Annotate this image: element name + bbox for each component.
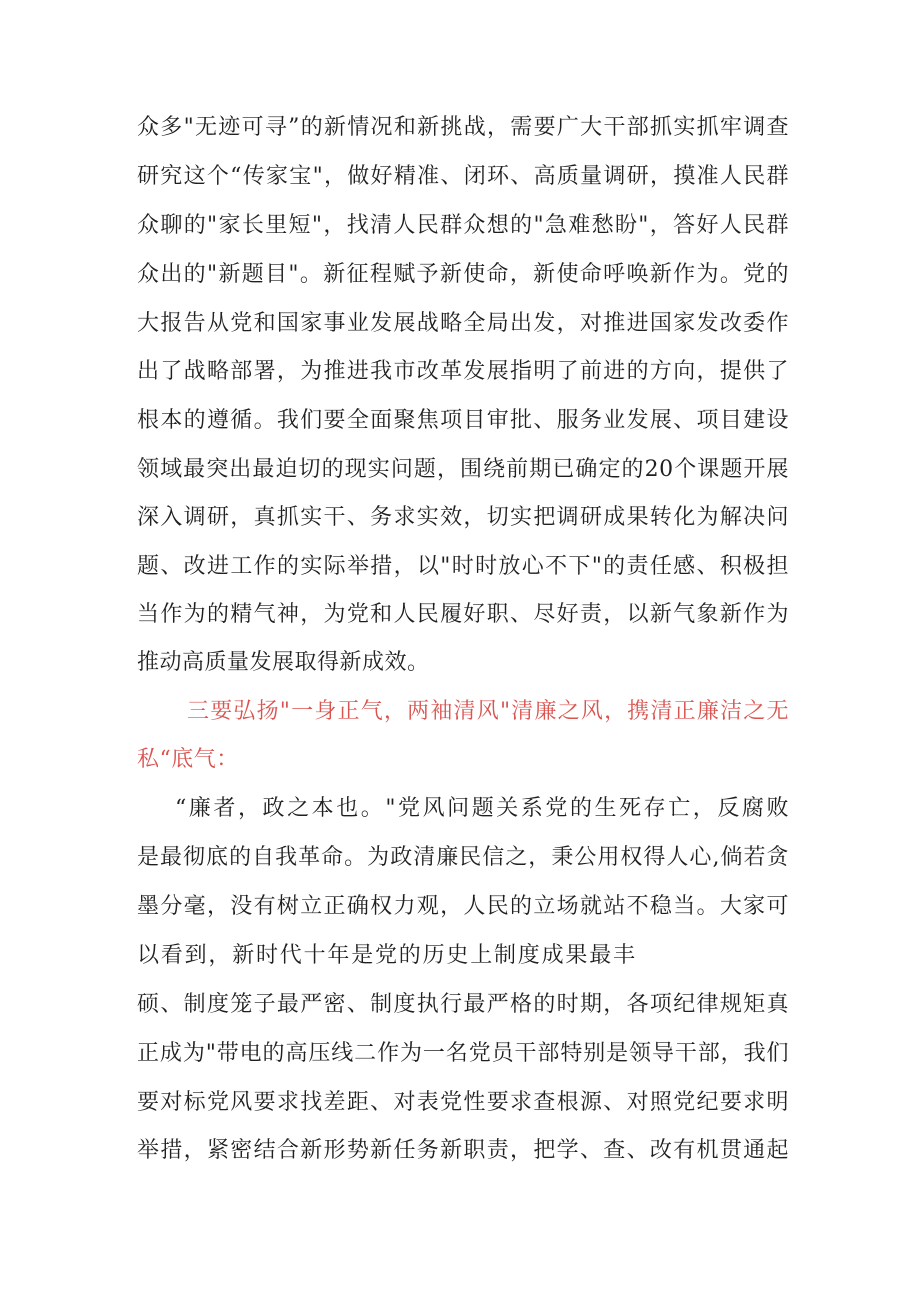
paragraph-line: 大报告从党和国家事业发展战略全局出发，对推进国家发改委作	[137, 311, 789, 336]
paragraph-line: 众出的"新题目"。新征程赋予新使命，新使命呼唤新作为。党的	[137, 262, 789, 287]
paragraph-line: 当作为的精气神，为党和人民履好职、尽好责，以新气象新作为	[137, 602, 789, 627]
paragraph-line: 领域最突出最迫切的现实问题，围绕前期已确定的20个课题开展	[137, 457, 789, 482]
paragraph-line: 推动高质量发展取得新成效。	[137, 650, 430, 675]
paragraph-line: 深入调研，真抓实干、务求实效，切实把调研成果转化为解决问	[137, 505, 789, 530]
paragraph-line: 举措，紧密结合新形势新任务新职责，把学、查、改有机贯通起	[137, 1138, 789, 1163]
paragraph-line: 以看到，新时代十年是党的历史上制度成果最丰	[137, 943, 637, 968]
paragraph-line: 众聊的"家长里短"，找清人民群众想的"急难愁盼"，答好人民群	[137, 213, 789, 238]
paragraph-line: 研究这个“传家宝"，做好精准、闭环、高质量调研，摸准人民群	[137, 164, 789, 189]
paragraph-line: 墨分毫，没有树立正确权力观，人民的立场就站不稳当。大家可	[137, 894, 789, 919]
paragraph-line: 硕、制度笼子最严密、制度执行最严格的时期，各项纪律规矩真	[137, 992, 789, 1017]
paragraph-line: “廉者，政之本也。"党风问题关系党的生死存亡，反腐败	[175, 796, 789, 821]
paragraph-line: 题、改进工作的实际举措，以"时时放心不下"的责任感、积极担	[137, 554, 789, 579]
paragraph-line: 是最彻底的自我革命。为政清廉民信之，秉公用权得人心,倘若贪	[137, 845, 789, 870]
paragraph-line: 众多"无迹可寻”的新情况和新挑战，需要广大干部抓实抓牢调查	[137, 115, 789, 140]
paragraph-line: 要对标党风要求找差距、对表党性要求查根源、对照党纪要求明	[137, 1090, 789, 1115]
paragraph-line: 根本的遵循。我们要全面聚焦项目审批、服务业发展、项目建设	[137, 408, 789, 433]
section-heading-line: 三要弘扬"一身正气，两袖清风"清廉之风，携清正廉洁之无	[187, 699, 789, 724]
paragraph-line: 出了战略部署，为推进我市改革发展指明了前进的方向，提供了	[137, 359, 789, 384]
section-heading-line: 私“底气：	[137, 747, 239, 772]
paragraph-line: 正成为"带电的高压线二作为一名党员干部特别是领导干部，我们	[137, 1041, 789, 1066]
